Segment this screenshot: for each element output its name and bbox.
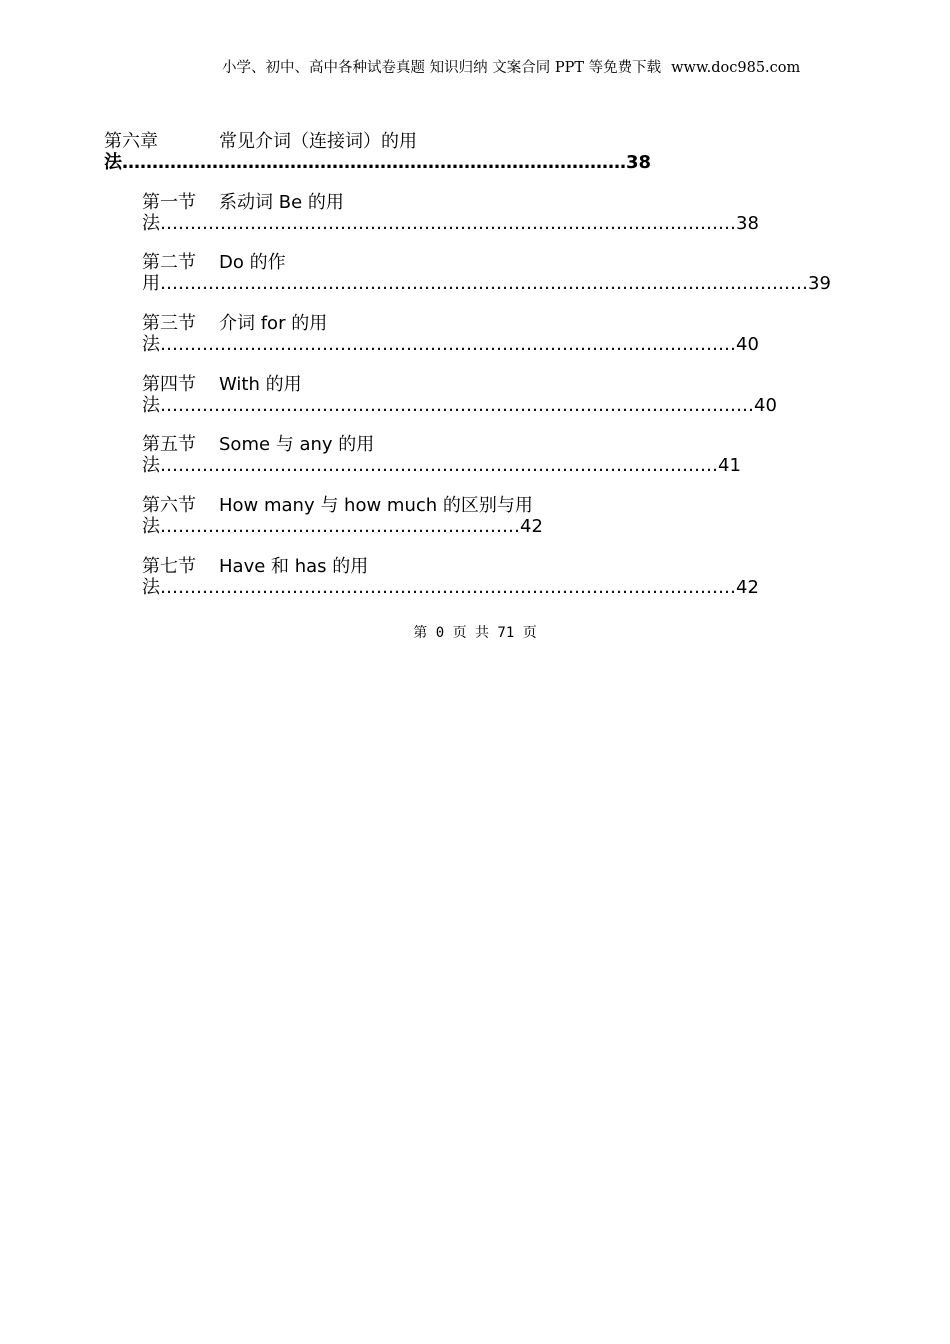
- toc-leader-page: 法……………………………………………………42: [142, 516, 543, 537]
- toc-chapter-6[interactable]: [104, 131, 651, 173]
- toc-label: 第五节: [142, 434, 196, 455]
- toc-section-2[interactable]: [142, 252, 831, 294]
- header-url: www.doc985.com: [671, 60, 801, 76]
- page-footer: 第 0 页 共 71 页: [413, 625, 537, 641]
- toc-title: Have 和 has 的用: [219, 556, 369, 577]
- toc-title: 系动词 Be 的用: [219, 192, 344, 213]
- toc-section-1[interactable]: [142, 192, 759, 234]
- toc-title: Some 与 any 的用: [219, 434, 375, 455]
- toc-leader-page: 法………………………………………………………………………………………40: [142, 395, 777, 416]
- toc-section-7[interactable]: [142, 556, 759, 598]
- header-text: 小学、初中、高中各种试卷真题 知识归纳 文案合同 PPT 等免费下载: [222, 60, 662, 76]
- toc-label: 第六节: [142, 495, 196, 516]
- toc-leader-page: 用………………………………………………………………………………………………39: [142, 273, 831, 294]
- toc-section-5[interactable]: [142, 434, 741, 476]
- toc-section-6[interactable]: [142, 495, 543, 537]
- toc-leader-page: 法…………………………………………………………………………………41: [142, 455, 741, 476]
- toc-label: 第一节: [142, 192, 196, 213]
- toc-label: 第二节: [142, 252, 196, 273]
- toc-leader-page: 法……………………………………………………………………………………38: [142, 213, 759, 234]
- toc-title: 介词 for 的用: [219, 313, 328, 334]
- toc-title: 常见介词（连接词）的用: [219, 131, 417, 152]
- toc-label: 第四节: [142, 374, 196, 395]
- toc-leader-page: 法…………………………………………………………………………38: [104, 152, 652, 173]
- toc-title: Do 的作: [219, 252, 286, 273]
- toc-leader-page: 法……………………………………………………………………………………42: [142, 577, 759, 598]
- toc-label: 第七节: [142, 556, 196, 577]
- toc-label: 第三节: [142, 313, 196, 334]
- toc-section-4[interactable]: [142, 374, 777, 416]
- toc-section-3[interactable]: [142, 313, 759, 355]
- toc-label: 第六章: [104, 131, 158, 152]
- toc-title: With 的用: [219, 374, 302, 395]
- toc-leader-page: 法……………………………………………………………………………………40: [142, 334, 759, 355]
- toc-title: How many 与 how much 的区别与用: [219, 495, 533, 516]
- page-header: [222, 56, 800, 77]
